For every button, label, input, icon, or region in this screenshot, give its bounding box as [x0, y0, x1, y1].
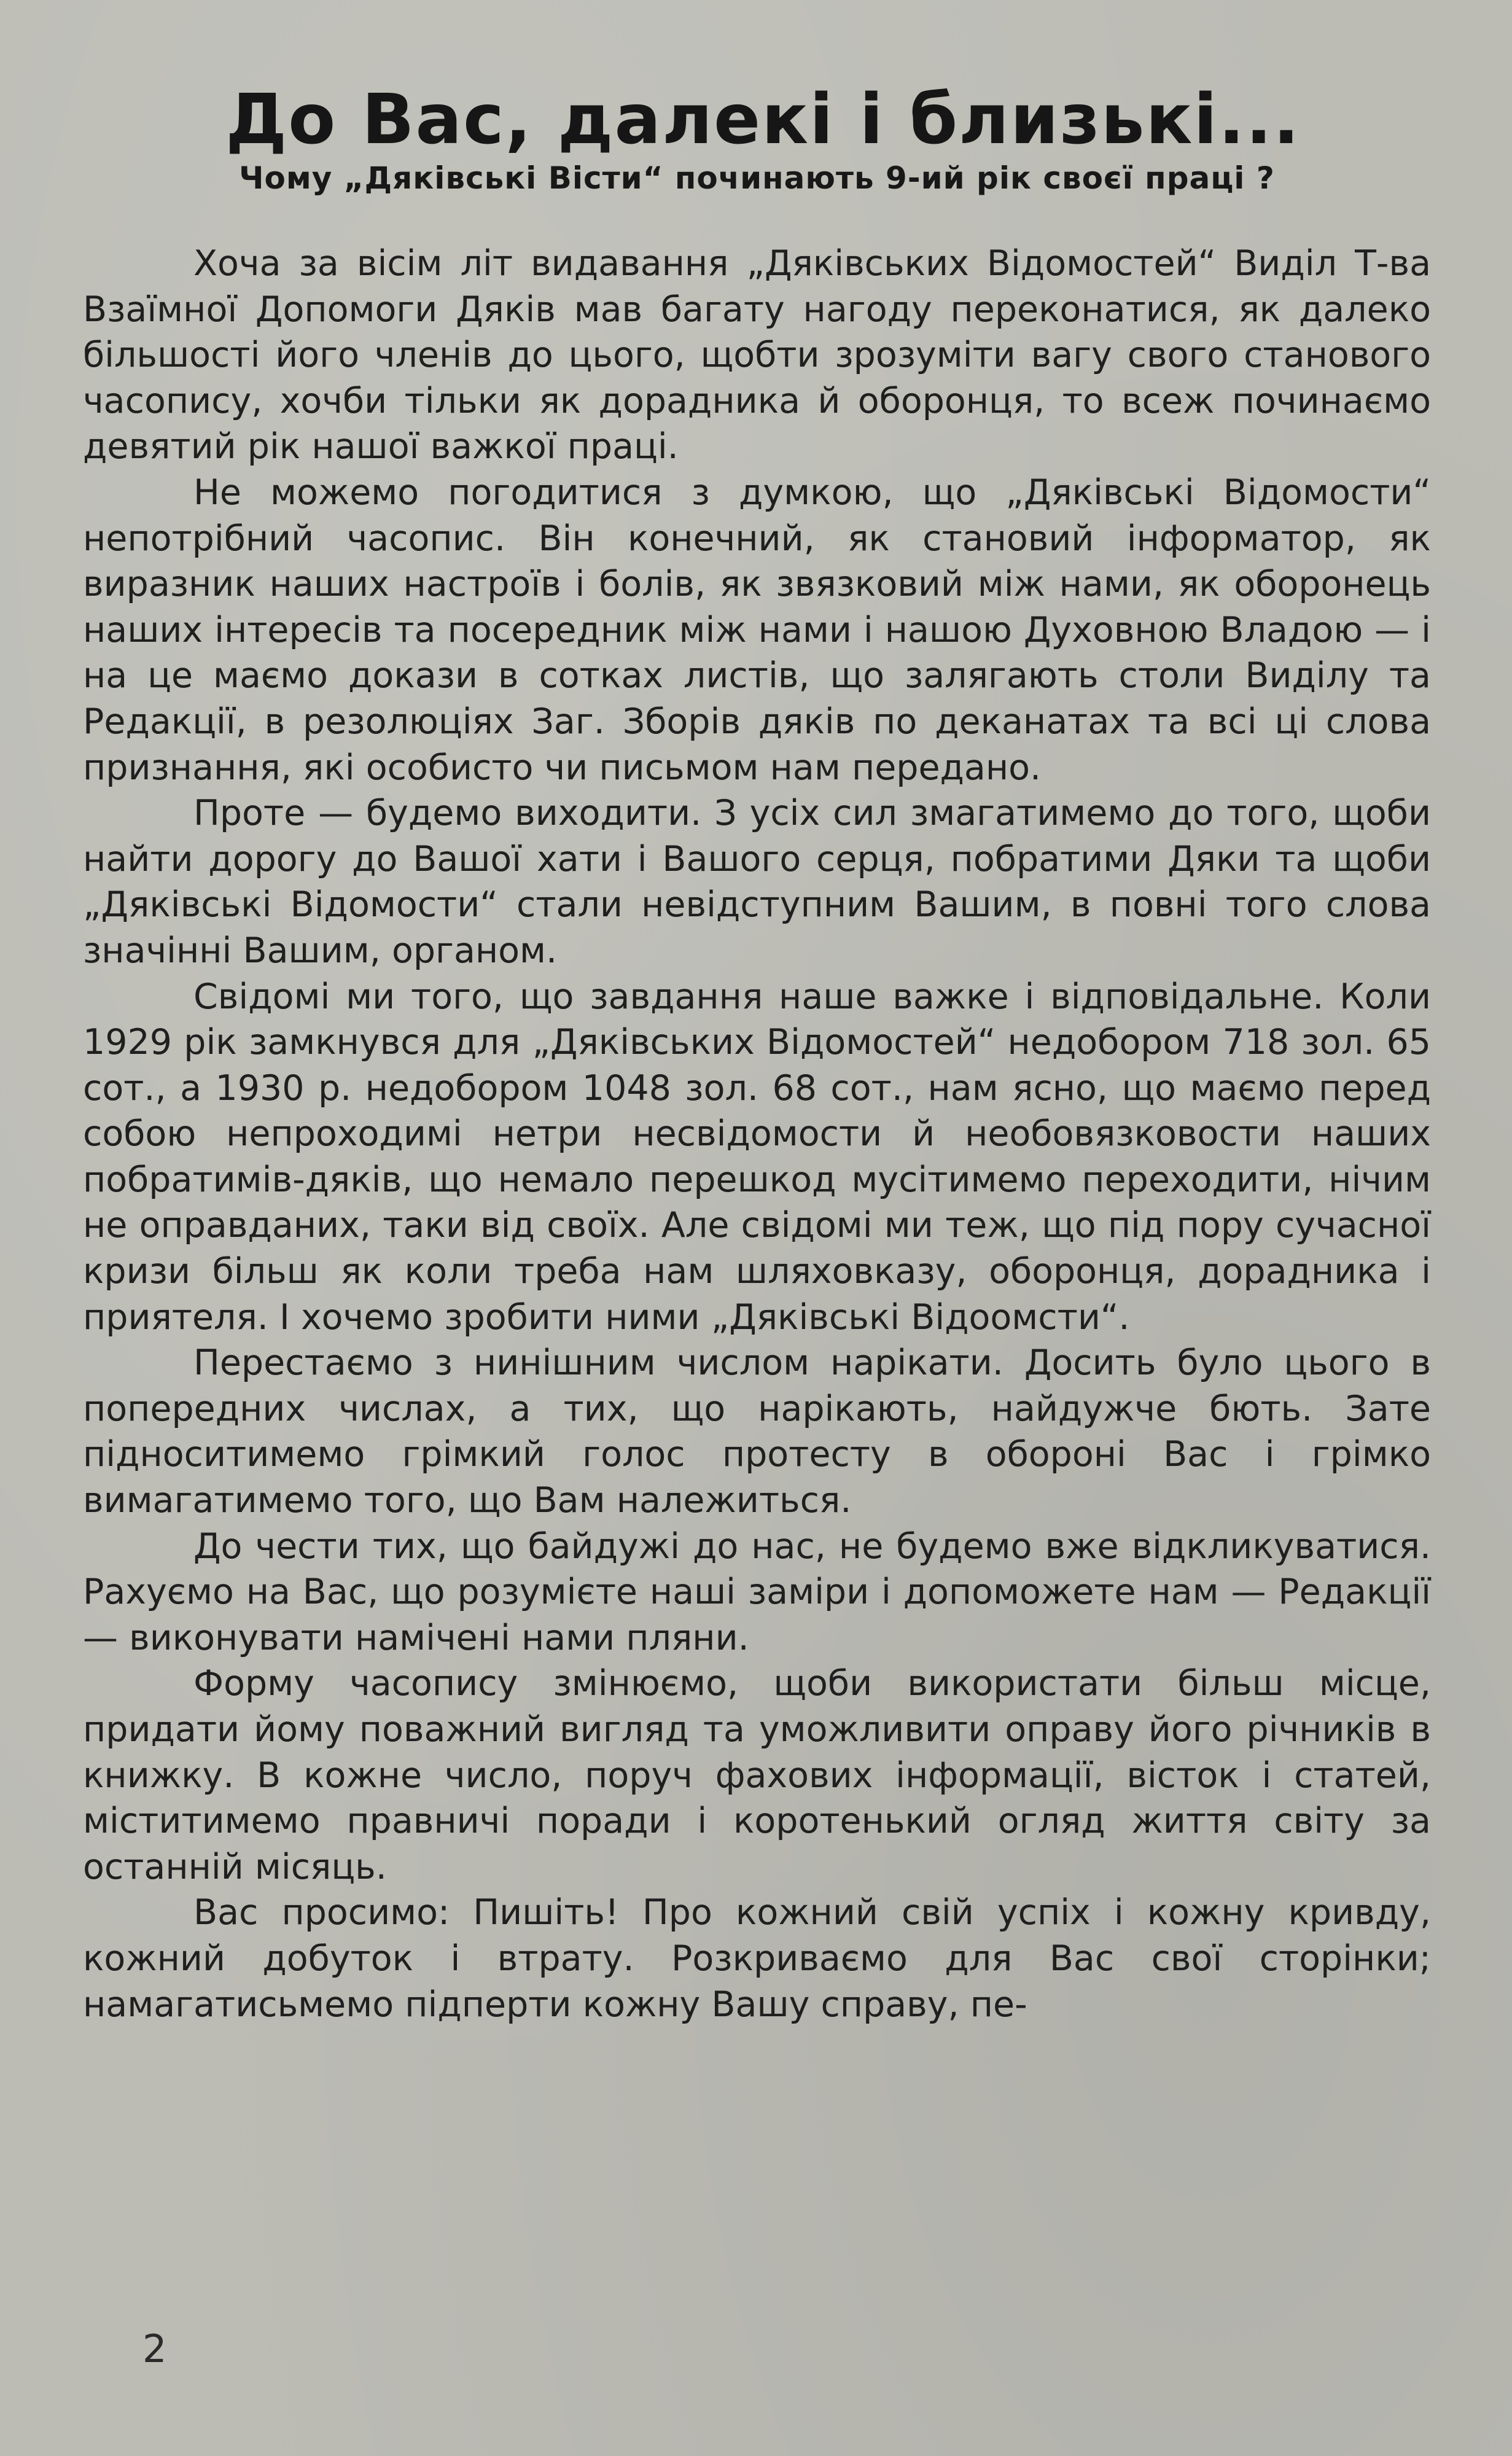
paragraph: Вас просимо: Пишіть! Про кожний свій успіх і кожну кривду, кожний добуток і втрату. Розкриваємо для Вас свої сторінки; намагатисьмемо підперти кожну Вашу справу, пе- [83, 1892, 1431, 2025]
paragraph: Перестаємо з нинішним числом нарікати. Досить було цього в попередних числах, а тих, що нарікають, найдужче бють. Зате підноситимемо грімкий голос протесту в обороні Вас і грімко вимагатимемо того, що Вам належиться. [83, 1343, 1431, 1521]
article-subtitle: Чому „Дяківські Вісти“ починають 9-ий рік своєї праці ? [239, 160, 1275, 196]
paragraph: Хоча за вісім літ видавання „Дяківських Відомостей“ Виділ Т-ва Взаїмної Допомоги Дяків мав багату нагоду переконатися, як далеко більшості його членів до цього, щобти зрозуміти вагу свого станового часопису, хочби тільки як дорадника й оборонця, то всеж починаємо девятий рік нашої важкої праці. [83, 243, 1431, 467]
page-number: 2 [142, 2326, 167, 2371]
paragraph: Свідомі ми того, що завдання наше важке і відповідальне. Коли 1929 рік замкнувся для „Дяківських Відомостей“ недобором 718 зол. 65 сот., а 1930 р. недобором 1048 зол. 68 сот., нам ясно, що маємо перед собою непроходимі нетри несвідомости й необовязковости наших побратимів-дяків, що немало перешкод мусітимемо переходити, нічим не оправданих, таки від своїх. Але свідомі ми теж, що під пору сучасної кризи більш як коли треба нам шляховказу, оборонця, дорадника і приятеля. І хочемо зробити ними „Дяківські Відоомсти“. [83, 976, 1431, 1338]
paragraph: Не можемо погодитися з думкою, що „Дяківські Відомости“ непотрібний часопис. Він конечний, як становий інформатор, як виразник наших настроїв і болів, як звязковий між нами, як оборонець наших інтересів та посередник між нами і нашою Духовною Владою — і на це маємо докази в сотках листів, що залягають столи Виділу та Редакції, в резолюціях Заг. Зборів дяків по деканатах та всі ці слова признання, які особисто чи письмом нам передано. [83, 472, 1431, 788]
article [83, 80, 1431, 2027]
paragraph: До чести тих, що байдужі до нас, не будемо вже відкликуватися. Рахуємо на Вас, що розумієте наші заміри і допоможете нам — Редакції — виконувати намічені нами пляни. [83, 1526, 1431, 1658]
paragraph: Форму часопису змінюємо, щоби використати більш місце, придати йому поважний вигляд та уможливити оправу його річників в книжку. В кожне число, поруч фахових інформації, вісток і статей, міститимемо правничі поради і коротенький огляд життя світу за останній місяць. [83, 1663, 1431, 1887]
article-title: До Вас, далекі і близькі... [225, 80, 1301, 160]
paragraph: Проте — будемо виходити. З усіх сил змагатимемо до того, щоби найти дорогу до Вашої хати і Вашого серця, побратими Дяки та щоби „Дяківські Відомости“ стали невідступним Вашим, в повні того слова значінні Вашим, органом. [83, 793, 1431, 971]
